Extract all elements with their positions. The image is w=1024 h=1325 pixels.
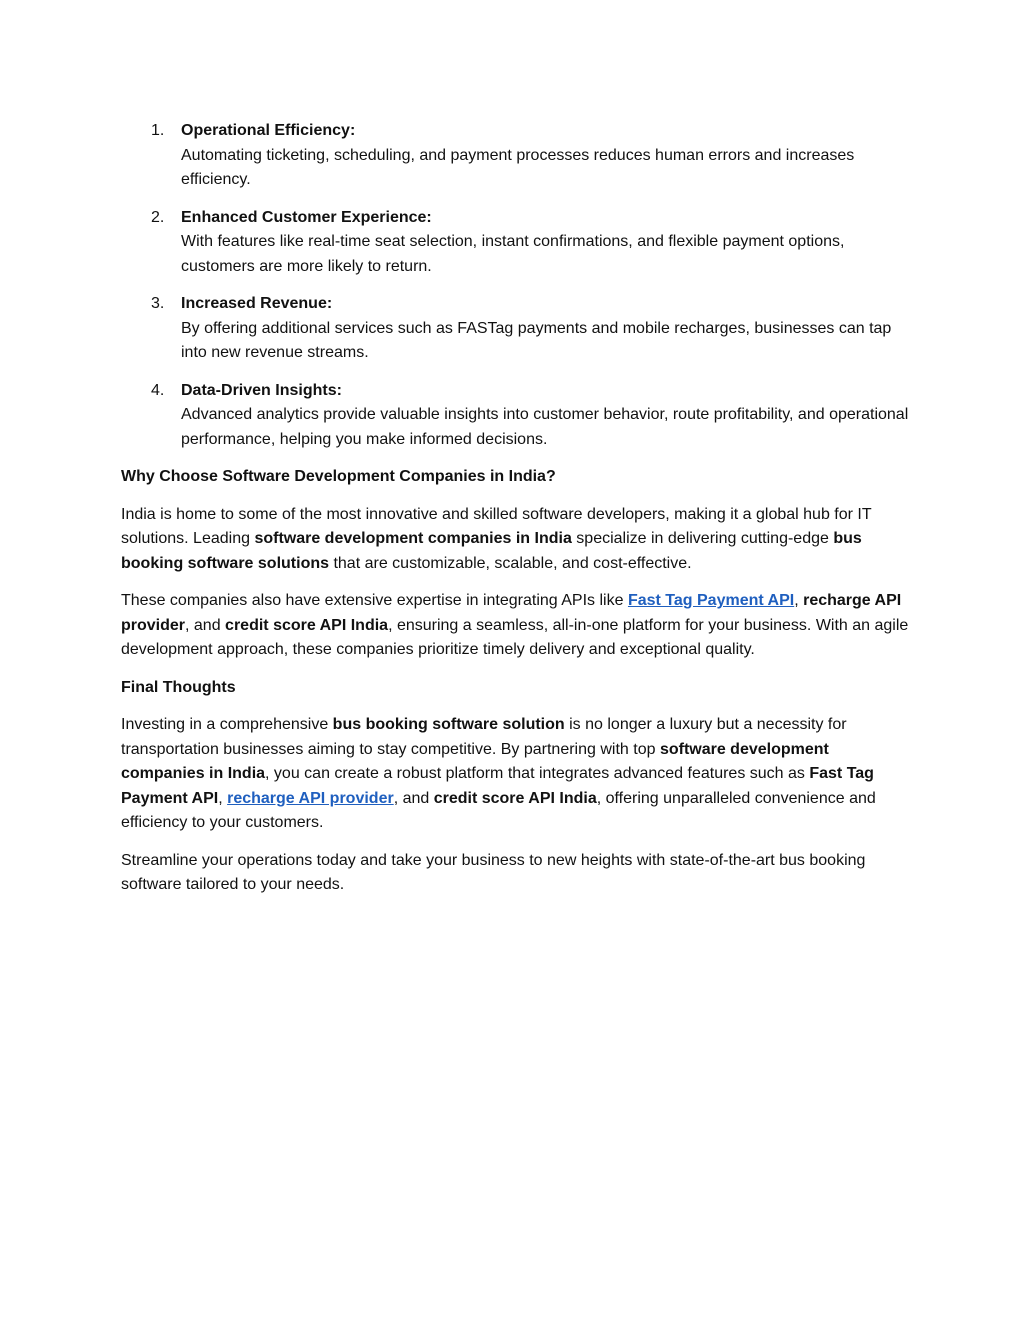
benefit-title: Enhanced Customer Experience: [181, 208, 432, 226]
fast-tag-payment-api-link[interactable]: Fast Tag Payment API [627, 592, 795, 609]
benefit-body: With features like real-time seat selection, instant confirmations, and flexible payment options, customers are more likely to return. [181, 233, 845, 275]
bold-phrase: credit score API India [225, 616, 389, 634]
benefit-title: Increased Revenue: [181, 295, 333, 312]
text-run: specialize in delivering cutting-edge [571, 530, 834, 547]
benefit-title: Data-Driven Insights: [181, 381, 342, 399]
text-run: , [218, 789, 228, 807]
text-run: , and [185, 616, 226, 634]
text-run: These companies also have extensive expertise in integrating APIs like [121, 592, 628, 609]
list-number: 2. [151, 208, 165, 226]
bold-phrase: software development companies in India [254, 530, 572, 547]
benefit-body: Advanced analytics provide valuable insights into customer behavior, route profitability, and operational performance, helping you make informed decisions. [181, 406, 909, 448]
text-run: Investing in a comprehensive [121, 716, 333, 733]
list-item [121, 292, 911, 366]
text-run: , you can create a robust platform that integrates advanced features such as [265, 765, 810, 782]
why-heading: Why Choose Software Development Companies in India? [121, 468, 556, 485]
why-paragraph-1 [121, 503, 911, 577]
benefits-list [121, 119, 911, 452]
bold-phrase: Fast Tag Payment API [121, 765, 874, 807]
final-thoughts-heading: Final Thoughts [121, 678, 236, 696]
list-item [121, 206, 911, 280]
bold-phrase: software development companies in India [121, 740, 829, 782]
benefit-title: Operational Efficiency: [181, 122, 356, 139]
document-page [121, 119, 911, 911]
bold-phrase: bus booking software solutions [121, 530, 862, 572]
final-paragraph-2: Streamline your operations today and take your business to new heights with state-of-the-art bus booking software tailored to your needs. [121, 851, 866, 893]
text-run: , ensuring a seamless, all-in-one platform for your business. With an agile development approach, these companies prioritize timely delivery and exceptional quality. [121, 616, 909, 658]
list-number: 1. [151, 122, 165, 139]
benefit-body: By offering additional services such as FASTag payments and mobile recharges, businesses can tap into new revenue streams. [181, 319, 892, 361]
final-paragraph-1 [121, 713, 911, 836]
recharge-api-provider-link[interactable]: recharge API provider [227, 789, 394, 807]
list-item [121, 119, 911, 193]
bold-phrase: credit score API India [433, 789, 597, 807]
text-run: , offering unparalleled convenience and efficiency to your customers. [121, 789, 876, 831]
why-paragraph-2 [121, 589, 911, 663]
list-number: 4. [151, 381, 165, 399]
text-run: is no longer a luxury but a necessity for transportation businesses aiming to stay competitive. By partnering with top [121, 716, 847, 758]
list-number: 3. [151, 295, 165, 312]
bold-phrase: recharge API provider [121, 592, 902, 634]
text-run: , [794, 592, 804, 609]
text-run: , and [393, 789, 434, 807]
text-run: India is home to some of the most innovative and skilled software developers, making it a global hub for IT solutions. Leading [121, 505, 872, 547]
benefit-body: Automating ticketing, scheduling, and payment processes reduces human errors and increases efficiency. [181, 146, 855, 188]
list-item [121, 379, 911, 453]
text-run: that are customizable, scalable, and cost-effective. [329, 554, 692, 572]
bold-phrase: bus booking software solution [332, 716, 565, 733]
